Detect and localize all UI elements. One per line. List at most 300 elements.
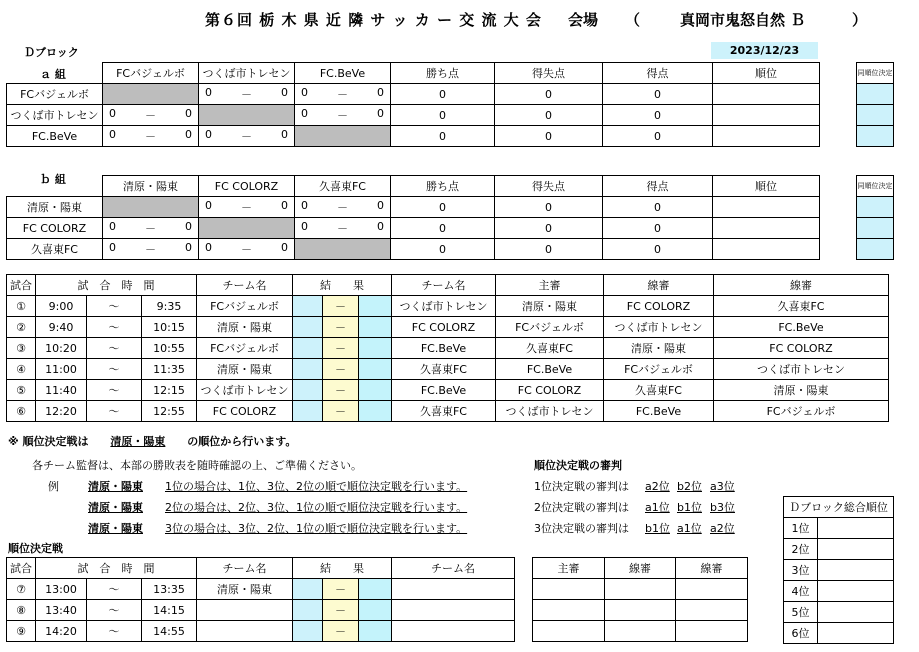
row-team-name: 久喜東FC xyxy=(7,239,103,260)
score-home: 0 xyxy=(109,107,116,120)
group-b-team-header: 久喜東FC xyxy=(295,176,391,197)
result-home-cell[interactable] xyxy=(293,338,323,359)
end-time: 10:15 xyxy=(142,317,197,338)
overall-rank-row xyxy=(784,623,894,644)
goal-diff-cell: 0 xyxy=(495,84,603,105)
referee-rules-title: 順位決定戦の審判 xyxy=(534,459,622,472)
linesman1-name: FCバジェルボ xyxy=(604,359,714,380)
result-dash: － xyxy=(323,338,359,359)
goal-diff-header: 得失点 xyxy=(495,63,603,84)
tilde: ～ xyxy=(87,621,142,642)
score-cell xyxy=(199,126,295,147)
result-dash: － xyxy=(323,401,359,422)
self-match-cell xyxy=(199,218,295,239)
referee-rule-label: 2位決定戦の審判は xyxy=(534,501,629,514)
rank-cell[interactable] xyxy=(713,218,820,239)
rank-label: 4位 xyxy=(784,581,818,602)
end-time: 10:55 xyxy=(142,338,197,359)
playoff-referee-row xyxy=(533,621,748,642)
note-prefix: ※ 順位決定戦は xyxy=(8,435,89,448)
result-dash: － xyxy=(323,579,359,600)
start-time: 11:00 xyxy=(36,359,87,380)
linesman1-name: FC.BeVe xyxy=(604,401,714,422)
venue-label: 会場 xyxy=(568,11,599,29)
playoff-row xyxy=(7,579,515,600)
team2-name: FC.BeVe xyxy=(392,380,496,401)
score-away: 0 xyxy=(185,107,192,120)
score-dash: － xyxy=(337,109,348,122)
group-row xyxy=(7,218,820,239)
referee-rule-rank: b3位 xyxy=(710,501,735,514)
goal-diff-cell: 0 xyxy=(495,126,603,147)
group-b-label: ｂ 組 xyxy=(40,173,66,186)
team2-name xyxy=(392,600,515,621)
group-a-label: ａ 組 xyxy=(40,68,66,81)
points-header: 勝ち点 xyxy=(391,63,495,84)
end-time: 14:55 xyxy=(142,621,197,642)
note-suffix: の順位から行います。 xyxy=(187,435,297,448)
linesman-header: 線審 xyxy=(605,558,676,579)
group-row xyxy=(7,105,820,126)
result-away-cell[interactable] xyxy=(359,600,392,621)
goals-cell: 0 xyxy=(603,105,713,126)
score-cell xyxy=(103,126,199,147)
score-home: 0 xyxy=(205,241,212,254)
team1-name: 清原・陽東 xyxy=(197,317,293,338)
result-dash: － xyxy=(323,359,359,380)
referee-cell[interactable] xyxy=(533,621,605,642)
goal-diff-cell: 0 xyxy=(495,239,603,260)
date-cell: 2023/12/23 xyxy=(711,42,818,59)
result-away-cell[interactable] xyxy=(359,359,392,380)
start-time: 14:20 xyxy=(36,621,87,642)
venue-paren-close: ） xyxy=(852,11,868,29)
group-b-team-header: 清原・陽東 xyxy=(103,176,199,197)
score-dash: － xyxy=(241,130,252,143)
points-cell: 0 xyxy=(391,239,495,260)
points-header: 勝ち点 xyxy=(391,176,495,197)
score-dash: － xyxy=(337,88,348,101)
linesman-header: 線審 xyxy=(604,275,714,296)
team2-header: チーム名 xyxy=(392,558,515,579)
team1-name: 清原・陽東 xyxy=(197,359,293,380)
score-dash: － xyxy=(145,222,156,235)
overall-rank-row xyxy=(784,539,894,560)
points-cell: 0 xyxy=(391,218,495,239)
result-home-cell[interactable] xyxy=(293,579,323,600)
start-time: 9:40 xyxy=(36,317,87,338)
group-row xyxy=(7,239,820,260)
playoff-row xyxy=(7,621,515,642)
result-dash: － xyxy=(323,380,359,401)
score-home: 0 xyxy=(301,107,308,120)
result-home-cell[interactable] xyxy=(293,401,323,422)
venue-paren-open: （ xyxy=(625,11,641,29)
score-dash: － xyxy=(145,243,156,256)
referee-rule-rank: a3位 xyxy=(710,480,735,493)
example-label: 例 xyxy=(48,480,59,493)
tilde: ～ xyxy=(87,359,142,380)
referee-header: 主審 xyxy=(496,275,604,296)
score-cell xyxy=(199,197,295,218)
match-number: ③ xyxy=(7,338,36,359)
rank-team-cell[interactable] xyxy=(818,539,894,560)
tilde: ～ xyxy=(87,579,142,600)
match-number: ⑦ xyxy=(7,579,36,600)
referee-name: FCバジェルボ xyxy=(496,317,604,338)
self-match-cell xyxy=(295,239,391,260)
overall-rank-row xyxy=(784,518,894,539)
match-row xyxy=(7,359,889,380)
group-b-team-header: FC COLORZ xyxy=(199,176,295,197)
referee-name: 清原・陽東 xyxy=(496,296,604,317)
rank-team-cell[interactable] xyxy=(818,560,894,581)
referee-rule-label: 3位決定戦の審判は xyxy=(534,522,629,535)
example-team: 清原・陽東 xyxy=(88,522,143,535)
result-away-cell[interactable] xyxy=(359,401,392,422)
match-number: ⑥ xyxy=(7,401,36,422)
group-row xyxy=(7,197,820,218)
end-time: 13:35 xyxy=(142,579,197,600)
score-away: 0 xyxy=(377,86,384,99)
referee-name: つくば市トレセン xyxy=(496,401,604,422)
team2-name: 久喜東FC xyxy=(392,401,496,422)
match-number: ④ xyxy=(7,359,36,380)
end-time: 11:35 xyxy=(142,359,197,380)
result-header: 結 果 xyxy=(293,275,392,296)
self-match-cell xyxy=(103,197,199,218)
linesman1-name: FC COLORZ xyxy=(604,296,714,317)
score-dash: － xyxy=(241,88,252,101)
result-header: 結 果 xyxy=(293,558,392,579)
end-time: 14:15 xyxy=(142,600,197,621)
overall-rank-row xyxy=(784,581,894,602)
team2-header: チーム名 xyxy=(392,275,496,296)
linesman2-name: 清原・陽東 xyxy=(714,380,889,401)
score-away: 0 xyxy=(281,241,288,254)
example-team: 清原・陽東 xyxy=(88,480,143,493)
referee-cell[interactable] xyxy=(533,600,605,621)
goals-cell: 0 xyxy=(603,218,713,239)
team1-name: 清原・陽東 xyxy=(197,579,293,600)
note-line-2: 各チーム監督は、本部の勝敗表を随時確認の上、ご準備ください。 xyxy=(32,459,362,472)
referee-rule-rank: b1位 xyxy=(645,522,670,535)
overall-ranking-table xyxy=(783,496,894,644)
points-cell: 0 xyxy=(391,105,495,126)
goal-diff-header: 得失点 xyxy=(495,176,603,197)
end-time: 12:15 xyxy=(142,380,197,401)
playoff-table xyxy=(6,557,515,642)
referee-cell[interactable] xyxy=(605,600,676,621)
score-dash: － xyxy=(241,243,252,256)
match-row xyxy=(7,296,889,317)
match-row xyxy=(7,380,889,401)
score-dash: － xyxy=(145,130,156,143)
goal-diff-cell: 0 xyxy=(495,105,603,126)
match-number: ① xyxy=(7,296,36,317)
end-time: 9:35 xyxy=(142,296,197,317)
tilde: ～ xyxy=(87,317,142,338)
rank-team-cell[interactable] xyxy=(818,581,894,602)
tilde: ～ xyxy=(87,401,142,422)
example-text: 1位の場合は、1位、3位、2位の順で順位決定戦を行います。 xyxy=(165,480,468,493)
team1-name: FCバジェルボ xyxy=(197,296,293,317)
score-home: 0 xyxy=(301,199,308,212)
referee-cell[interactable] xyxy=(676,579,748,600)
result-home-cell[interactable] xyxy=(293,359,323,380)
referee-name: FC COLORZ xyxy=(496,380,604,401)
goals-cell: 0 xyxy=(603,84,713,105)
score-cell xyxy=(103,239,199,260)
decision-cell[interactable] xyxy=(857,197,894,218)
goals-header: 得点 xyxy=(603,176,713,197)
start-time: 10:20 xyxy=(36,338,87,359)
row-team-name: つくば市トレセン xyxy=(7,105,103,126)
result-dash: － xyxy=(323,296,359,317)
rank-label: 2位 xyxy=(784,539,818,560)
example-text: 3位の場合は、3位、2位、1位の順で順位決定戦を行います。 xyxy=(165,522,468,535)
points-cell: 0 xyxy=(391,126,495,147)
score-dash: － xyxy=(241,201,252,214)
linesman1-name: 久喜東FC xyxy=(604,380,714,401)
linesman1-name: 清原・陽東 xyxy=(604,338,714,359)
referee-rule-rank: a2位 xyxy=(710,522,735,535)
group-b-decision-box xyxy=(856,175,894,260)
block-label: Ｄブロック xyxy=(24,46,79,59)
result-dash: － xyxy=(323,621,359,642)
team2-name xyxy=(392,579,515,600)
decision-cell[interactable] xyxy=(857,239,894,260)
linesman2-name: FC COLORZ xyxy=(714,338,889,359)
overall-title: Ｄブロック総合順位 xyxy=(784,497,894,518)
team2-name: 久喜東FC xyxy=(392,359,496,380)
row-team-name: 清原・陽東 xyxy=(7,197,103,218)
playoff-referee-row xyxy=(533,600,748,621)
decision-cell[interactable] xyxy=(857,126,894,147)
referee-rule-rank: a1位 xyxy=(645,501,670,514)
start-time: 13:40 xyxy=(36,600,87,621)
linesman2-name: FCバジェルボ xyxy=(714,401,889,422)
score-away: 0 xyxy=(281,86,288,99)
rank-team-cell[interactable] xyxy=(818,518,894,539)
group-row xyxy=(7,84,820,105)
score-cell xyxy=(103,218,199,239)
group-b-table xyxy=(6,175,820,260)
overall-rank-row xyxy=(784,560,894,581)
referee-rule-label: 1位決定戦の審判は xyxy=(534,480,629,493)
result-away-cell[interactable] xyxy=(359,296,392,317)
match-number: ⑤ xyxy=(7,380,36,401)
rank-header: 順位 xyxy=(713,176,820,197)
score-home: 0 xyxy=(205,199,212,212)
referee-cell[interactable] xyxy=(676,621,748,642)
rank-cell[interactable] xyxy=(713,197,820,218)
match-number: ② xyxy=(7,317,36,338)
venue-name: 真岡市鬼怒自然 Ｂ xyxy=(680,11,806,29)
team2-name: つくば市トレセン xyxy=(392,296,496,317)
result-home-cell[interactable] xyxy=(293,296,323,317)
score-home: 0 xyxy=(109,128,116,141)
goal-diff-cell: 0 xyxy=(495,197,603,218)
rank-cell[interactable] xyxy=(713,105,820,126)
playoff-referee-table xyxy=(532,557,748,642)
result-away-cell[interactable] xyxy=(359,380,392,401)
result-away-cell[interactable] xyxy=(359,579,392,600)
match-header: 試合 xyxy=(7,558,36,579)
playoff-row xyxy=(7,600,515,621)
decision-cell[interactable] xyxy=(857,218,894,239)
rank-label: 5位 xyxy=(784,602,818,623)
time-header: 試 合 時 間 xyxy=(36,558,197,579)
team1-name xyxy=(197,621,293,642)
score-away: 0 xyxy=(185,220,192,233)
linesman-header: 線審 xyxy=(676,558,748,579)
decision-label: 同順位決定 xyxy=(857,176,894,197)
group-row xyxy=(7,126,820,147)
start-time: 9:00 xyxy=(36,296,87,317)
group-a-team-header: FC.BeVe xyxy=(295,63,391,84)
rank-cell[interactable] xyxy=(713,239,820,260)
referee-cell[interactable] xyxy=(533,579,605,600)
score-home: 0 xyxy=(109,241,116,254)
tilde: ～ xyxy=(87,296,142,317)
team1-name: FCバジェルボ xyxy=(197,338,293,359)
linesman2-name: FC.BeVe xyxy=(714,317,889,338)
referee-cell[interactable] xyxy=(605,579,676,600)
result-home-cell[interactable] xyxy=(293,317,323,338)
decision-cell[interactable] xyxy=(857,105,894,126)
referee-rule-rank: a1位 xyxy=(677,522,702,535)
referee-header: 主審 xyxy=(533,558,605,579)
result-dash: － xyxy=(323,600,359,621)
score-dash: － xyxy=(145,109,156,122)
score-home: 0 xyxy=(301,86,308,99)
match-schedule-table xyxy=(6,274,889,422)
result-home-cell[interactable] xyxy=(293,380,323,401)
linesman-header: 線審 xyxy=(714,275,889,296)
team-header: チーム名 xyxy=(197,275,293,296)
score-cell xyxy=(295,105,391,126)
rank-cell[interactable] xyxy=(713,84,820,105)
team2-name: FC.BeVe xyxy=(392,338,496,359)
score-dash: － xyxy=(337,222,348,235)
linesman1-name: つくば市トレセン xyxy=(604,317,714,338)
result-home-cell[interactable] xyxy=(293,600,323,621)
match-row xyxy=(7,317,889,338)
referee-rule-rank: b1位 xyxy=(677,501,702,514)
score-away: 0 xyxy=(281,199,288,212)
score-home: 0 xyxy=(205,86,212,99)
self-match-cell xyxy=(103,84,199,105)
tilde: ～ xyxy=(87,338,142,359)
page-title: 第６回 栃 木 県 近 隣 サ ッ カ ー 交 流 大 会 xyxy=(205,11,542,29)
team1-name: つくば市トレセン xyxy=(197,380,293,401)
score-away: 0 xyxy=(281,128,288,141)
playoff-referee-row xyxy=(533,579,748,600)
tilde: ～ xyxy=(87,600,142,621)
self-match-cell xyxy=(295,126,391,147)
self-match-cell xyxy=(199,105,295,126)
score-cell xyxy=(295,197,391,218)
score-cell xyxy=(295,84,391,105)
score-away: 0 xyxy=(377,199,384,212)
score-home: 0 xyxy=(109,220,116,233)
note-line-1 xyxy=(8,433,296,449)
score-away: 0 xyxy=(185,128,192,141)
match-number: ⑨ xyxy=(7,621,36,642)
rank-cell[interactable] xyxy=(713,126,820,147)
row-team-name: FC.BeVe xyxy=(7,126,103,147)
rank-team-cell[interactable] xyxy=(818,602,894,623)
result-away-cell[interactable] xyxy=(359,621,392,642)
rank-label: 1位 xyxy=(784,518,818,539)
team1-name: FC COLORZ xyxy=(197,401,293,422)
score-home: 0 xyxy=(301,220,308,233)
start-time: 13:00 xyxy=(36,579,87,600)
match-header: 試合 xyxy=(7,275,36,296)
referee-name: FC.BeVe xyxy=(496,359,604,380)
result-dash: － xyxy=(323,317,359,338)
rank-label: 3位 xyxy=(784,560,818,581)
playoff-title: 順位決定戦 xyxy=(8,542,63,555)
start-time: 12:20 xyxy=(36,401,87,422)
group-a-team-header: FCバジェルボ xyxy=(103,63,199,84)
score-away: 0 xyxy=(377,220,384,233)
goals-cell: 0 xyxy=(603,126,713,147)
goals-cell: 0 xyxy=(603,239,713,260)
group-a-decision-box xyxy=(856,62,894,147)
decision-label: 同順位決定 xyxy=(857,63,894,84)
result-away-cell[interactable] xyxy=(359,317,392,338)
result-away-cell[interactable] xyxy=(359,338,392,359)
row-team-name: FCバジェルボ xyxy=(7,84,103,105)
team2-name: FC COLORZ xyxy=(392,317,496,338)
team1-name xyxy=(197,600,293,621)
example-text: 2位の場合は、2位、3位、1位の順で順位決定戦を行います。 xyxy=(165,501,468,514)
time-header: 試 合 時 間 xyxy=(36,275,197,296)
match-row xyxy=(7,338,889,359)
score-cell xyxy=(199,239,295,260)
team2-name xyxy=(392,621,515,642)
goals-cell: 0 xyxy=(603,197,713,218)
row-team-name: FC COLORZ xyxy=(7,218,103,239)
referee-rule-rank: a2位 xyxy=(645,480,670,493)
score-dash: － xyxy=(337,201,348,214)
score-cell xyxy=(199,84,295,105)
group-a-table xyxy=(6,62,820,147)
group-a-team-header: つくば市トレセン xyxy=(199,63,295,84)
result-home-cell[interactable] xyxy=(293,621,323,642)
referee-name: 久喜東FC xyxy=(496,338,604,359)
referee-rule-rank: b2位 xyxy=(677,480,702,493)
goal-diff-cell: 0 xyxy=(495,218,603,239)
referee-cell[interactable] xyxy=(676,600,748,621)
score-away: 0 xyxy=(377,107,384,120)
points-cell: 0 xyxy=(391,84,495,105)
linesman2-name: 久喜東FC xyxy=(714,296,889,317)
decision-cell[interactable] xyxy=(857,84,894,105)
rank-header: 順位 xyxy=(713,63,820,84)
goals-header: 得点 xyxy=(603,63,713,84)
overall-rank-row xyxy=(784,602,894,623)
tilde: ～ xyxy=(87,380,142,401)
points-cell: 0 xyxy=(391,197,495,218)
rank-team-cell[interactable] xyxy=(818,623,894,644)
referee-cell[interactable] xyxy=(605,621,676,642)
example-team: 清原・陽東 xyxy=(88,501,143,514)
match-row xyxy=(7,401,889,422)
end-time: 12:55 xyxy=(142,401,197,422)
